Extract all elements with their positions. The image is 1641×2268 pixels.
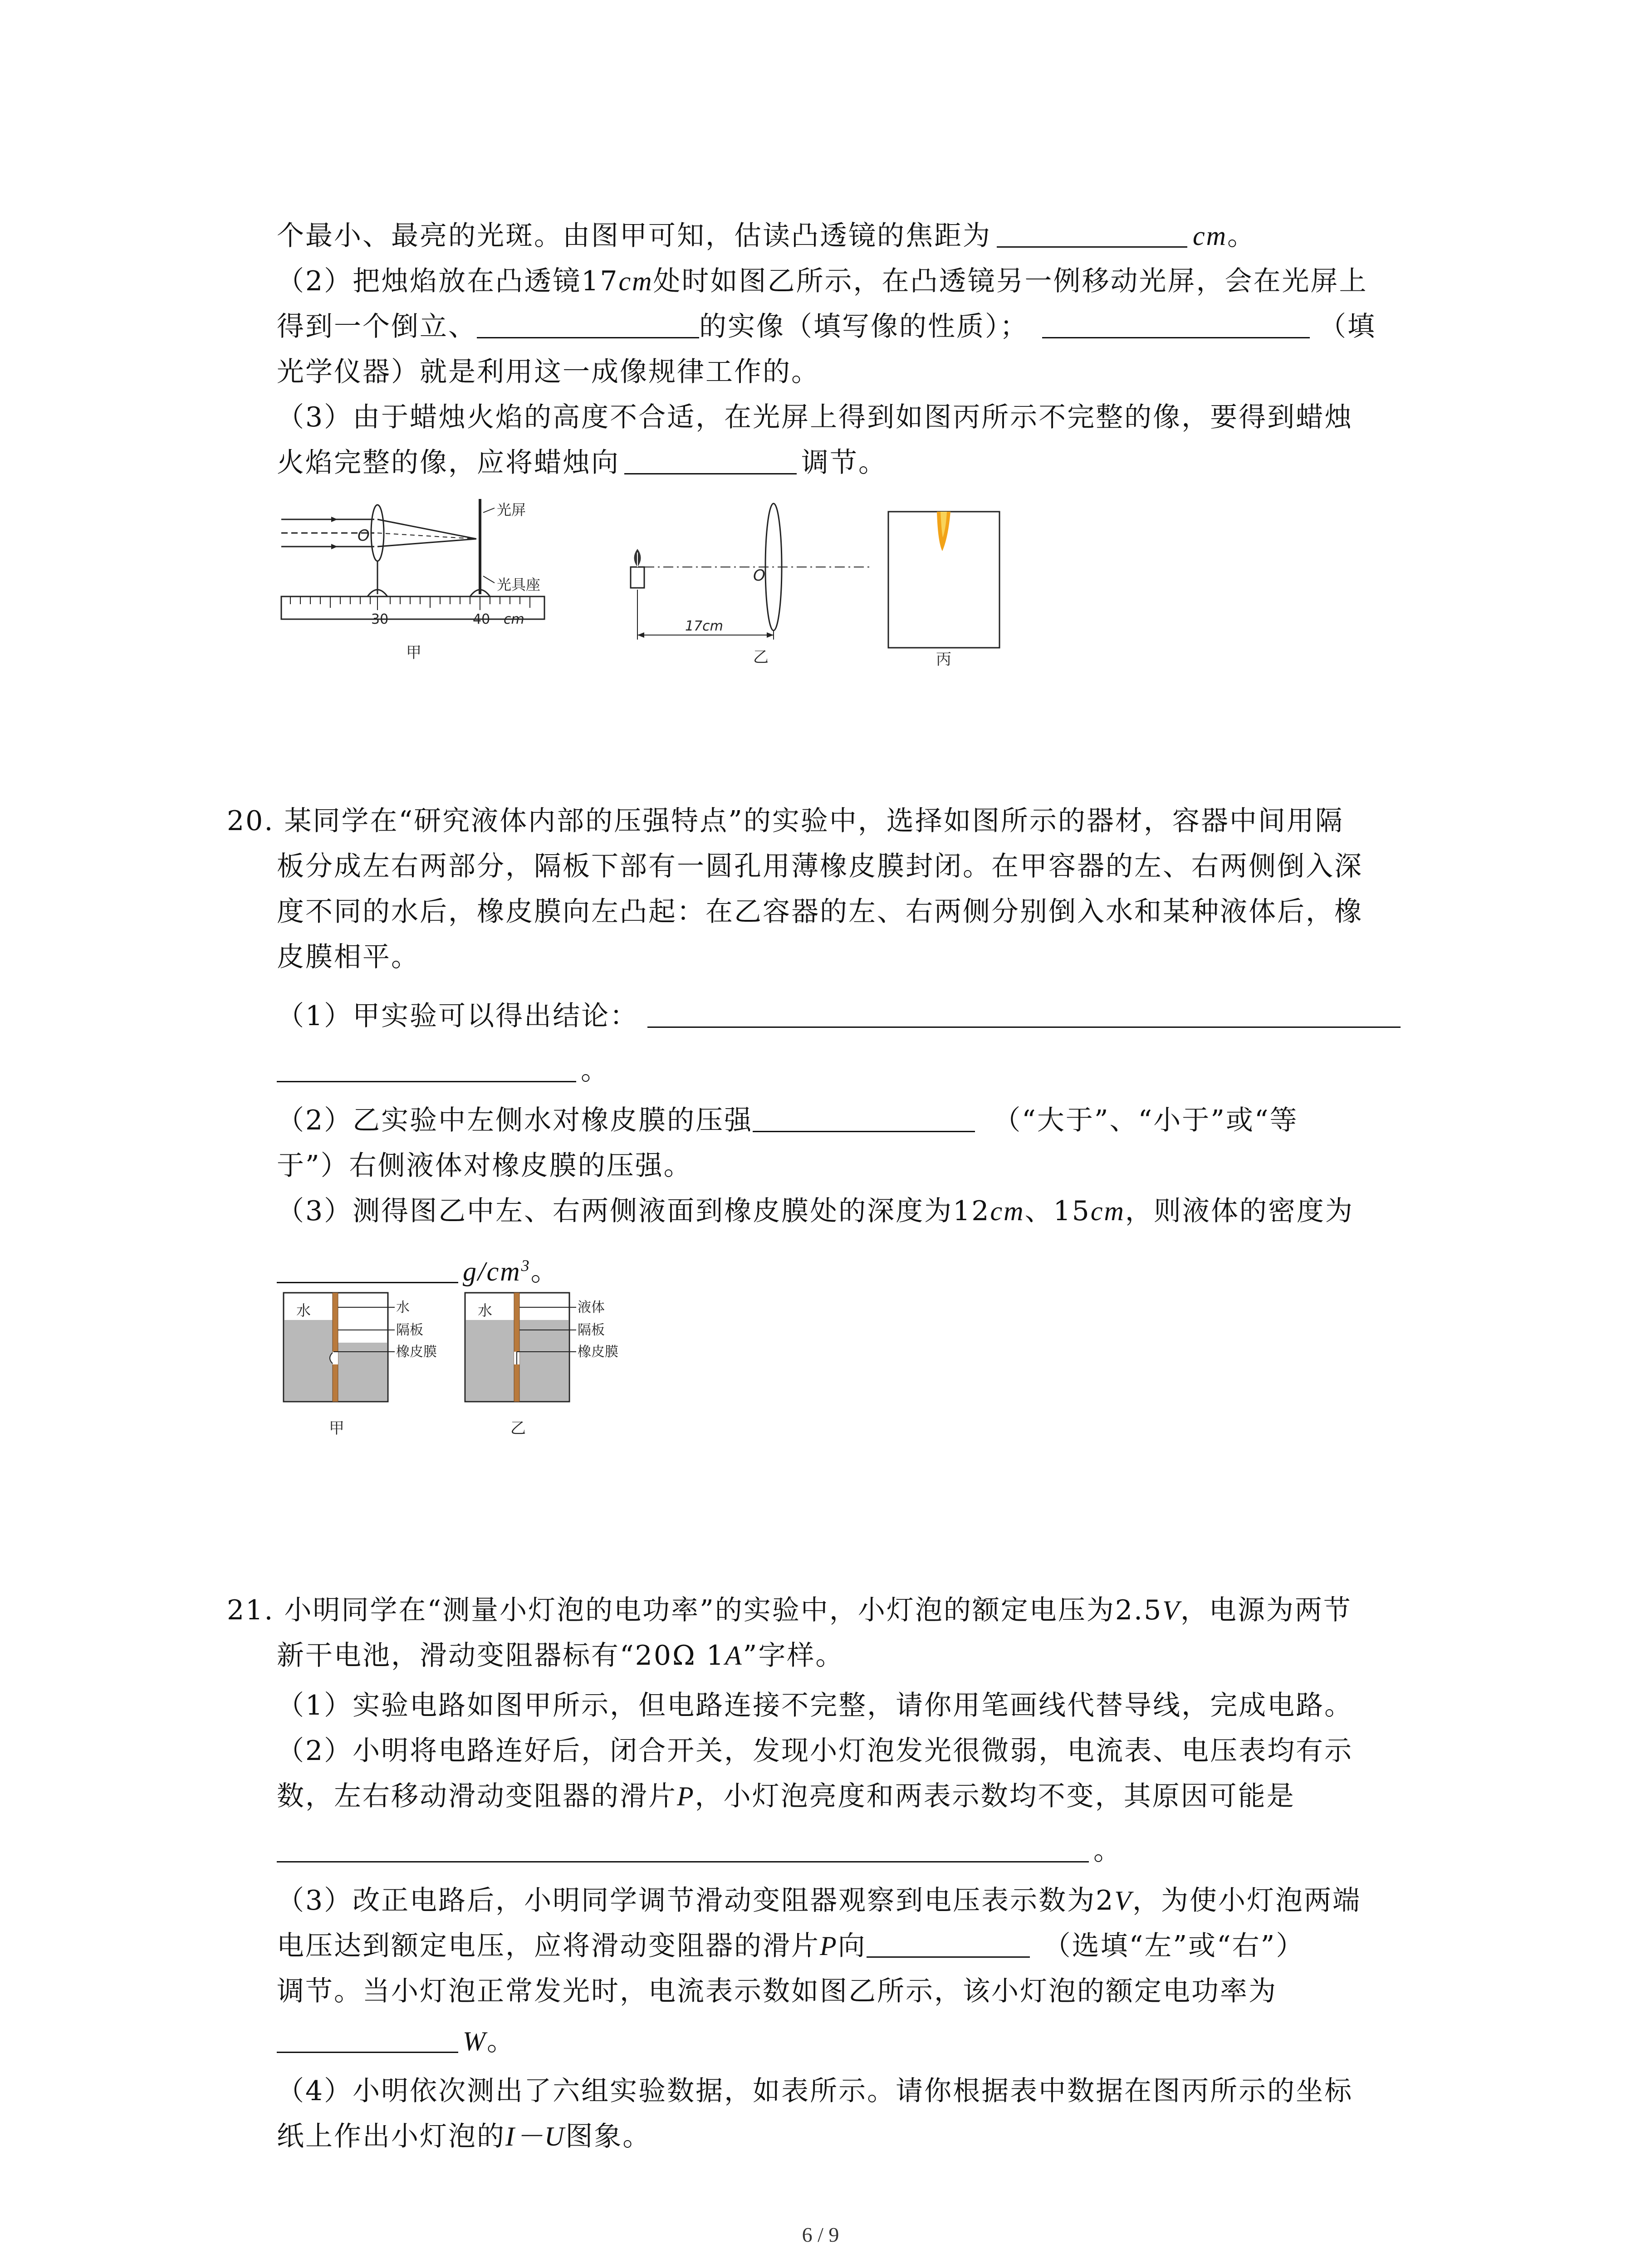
answer-blank-image-property[interactable] [477,310,699,338]
text: 皮膜相平。 [277,941,420,973]
label-partition: 隔板 [578,1322,605,1338]
q21-line6 [277,1833,1122,1869]
unit-cm: cm [1090,1196,1125,1226]
answer-blank-cause[interactable] [277,1834,1089,1862]
answer-blank-direction[interactable] [867,1929,1030,1958]
container-yi-water-label: 水 [478,1302,493,1319]
text: 纸上作出小灯泡的 [277,2121,505,2152]
answer-blank-candle-direction[interactable] [624,446,797,474]
q21-line4 [277,1733,1353,1769]
text: 新干电池，滑动变阻器标有“20Ω 1 [277,1640,725,1672]
q21-line3 [277,1687,1353,1724]
text: 光学仪器）就是利用这一成像规律工作的。 [277,356,820,388]
q20-line6 [277,1052,609,1089]
screen-label: 光屏 [497,501,526,518]
text: 电压达到额定电压，应将滑动变阻器的滑片 [277,1930,820,1962]
distance-label: 17cm [685,618,723,634]
text: 图象。 [565,2121,652,2152]
text: （2）乙实验中左侧水对橡皮膜的压强 [277,1105,753,1136]
slider-p: P [677,1781,695,1811]
q19-line3 [277,308,1376,345]
q21-line11 [277,2073,1353,2109]
unit-density: g/cm [463,1256,521,1286]
text: 的实像（填写像的性质）； [699,311,1029,342]
q21-line7 [277,1882,1361,1919]
container-jia-water-label: 水 [296,1302,311,1319]
q20-line1 [227,803,1344,839]
caption-yi: 乙 [753,648,769,666]
ruler-tick-40: 40 [473,611,490,627]
q20-line2 [277,848,1363,885]
q21-line5 [277,1778,1295,1814]
slider-p: P [820,1931,838,1961]
text: 向 [838,1930,867,1962]
text: 度不同的水后，橡皮膜向左凸起：在乙容器的左、右两侧分别倒入水和某种液体后，橡 [277,896,1363,928]
text: ”字样。 [743,1640,844,1672]
text: ，则液体的密度为 [1125,1195,1354,1227]
q21-line8 [277,1928,1304,1964]
text: 火焰完整的像，应将蜡烛向 [277,447,620,479]
label-membrane: 橡皮膜 [578,1344,618,1360]
unit-cm: cm [990,1196,1025,1226]
unit-ampere: A [725,1641,743,1671]
answer-blank-rated-power[interactable] [277,2024,458,2053]
answer-blank-pressure-compare[interactable] [753,1104,975,1132]
q21-line1 [227,1592,1352,1628]
answer-blank-conclusion-cont[interactable] [277,1054,576,1082]
q20-line4 [277,939,420,975]
text: 20. 某同学在“研究液体内部的压强特点”的实验中，选择如图所示的器材，容器中间用隔 [227,805,1344,837]
q21-line2 [277,1637,844,1674]
unit-volt: V [1114,1886,1133,1916]
text: （3）由于蜡烛火焰的高度不合适，在光屏上得到如图丙所示不完整的像，要得到蜡烛 [277,401,1353,433]
q19-line6 [277,445,887,481]
text: 个最小、最亮的光斑。由图甲可知，估读凸透镜的焦距为 [277,220,991,252]
q21-line9 [277,1973,1277,2009]
label-membrane: 橡皮膜 [396,1344,437,1360]
text: （4）小明依次测出了六组实验数据，如表所示。请你根据表中数据在图丙所示的坐标 [277,2075,1353,2107]
label-water: 水 [396,1300,410,1315]
answer-blank-conclusion[interactable] [647,999,1401,1028]
q20-line5 [277,998,1401,1034]
figure-screen-image [887,510,1014,671]
text: 调节。当小灯泡正常发光时，电流表示数如图乙所示，该小灯泡的额定电功率为 [277,1975,1277,2007]
text: 。 [486,2025,515,2057]
q20-line8 [277,1148,692,1184]
q21-line10 [277,2023,515,2059]
lens-center-label: O [358,527,370,545]
answer-blank-focal-length[interactable] [997,219,1187,248]
q19-line4 [277,354,820,390]
q20-line9 [277,1193,1354,1229]
text: 、15 [1024,1195,1091,1227]
text: ，小灯泡亮度和两表示数均不变，其原因可能是 [695,1780,1295,1812]
caption-jia: 甲 [329,1419,344,1437]
answer-blank-density[interactable] [277,1255,458,1283]
text: 板分成左右两部分，隔板下部有一圆孔用薄橡皮膜封闭。在甲容器的左、右两侧倒入深 [277,850,1363,882]
text: （3）测得图乙中左、右两侧液面到橡皮膜处的深度为12 [277,1195,990,1227]
unit-watt: W [463,2026,487,2056]
unit-cm: cm [1193,221,1227,251]
text: （2）小明将电路连好后，闭合开关，发现小灯泡发光很微弱，电流表、电压表均有示 [277,1735,1353,1767]
caption-yi: 乙 [510,1419,526,1437]
text: 。 [581,1055,609,1086]
unit-exponent: 3 [521,1256,531,1275]
figure-optical-bench [277,499,594,671]
text: ，为使小灯泡两端 [1132,1885,1362,1916]
bench-label: 光具座 [497,576,541,593]
ruler-unit: cm [504,611,524,627]
answer-blank-instrument[interactable] [1042,310,1310,338]
text: 得到一个倒立、 [277,311,477,342]
text: 。 [1227,220,1256,252]
q19-line5 [277,399,1353,435]
text: （“大于”、“小于”或“等 [993,1105,1298,1136]
text: （选填“左”或“右”） [1043,1930,1305,1962]
unit-volt: V [1162,1595,1181,1625]
text: 处时如图乙所示，在凸透镜另一例移动光屏，会在光屏上 [653,265,1368,297]
text: （填 [1319,311,1376,342]
text: （1）甲实验可以得出结论： [277,1000,639,1032]
figure-liquid-containers [279,1284,651,1456]
caption-jia: 甲 [406,644,421,662]
text: 。 [1093,1835,1122,1867]
label-liquid: 液体 [578,1300,605,1315]
text: 于”）右侧液体对橡皮膜的压强。 [277,1150,692,1182]
text: （3）改正电路后，小明同学调节滑动变阻器观察到电压表示数为2 [277,1885,1115,1916]
figure-candle-lens [617,499,898,671]
iu-label: I－U [505,2121,566,2151]
caption-bing: 丙 [936,650,951,669]
page-number: 6 / 9 [802,2223,839,2246]
q19-line1 [277,218,1256,254]
q19-line2 [277,263,1368,299]
text: 21. 小明同学在“测量小灯泡的电功率”的实验中，小灯泡的额定电压为2.5 [227,1594,1163,1626]
q21-line12 [277,2118,651,2155]
ruler-tick-30: 30 [371,611,389,627]
text: （2）把烛焰放在凸透镜17 [277,265,619,297]
text: 调节。 [801,447,887,479]
q20-line3 [277,894,1363,930]
text: 数，左右移动滑动变阻器的滑片 [277,1780,677,1812]
text: 。 [530,1256,559,1287]
lens-center-label: O [753,567,765,585]
text: ，电源为两节 [1180,1594,1352,1626]
text: （1）实验电路如图甲所示，但电路连接不完整，请你用笔画线代替导线，完成电路。 [277,1690,1353,1721]
label-partition: 隔板 [396,1322,423,1338]
unit-cm: cm [618,266,653,296]
q20-line7 [277,1102,1298,1139]
